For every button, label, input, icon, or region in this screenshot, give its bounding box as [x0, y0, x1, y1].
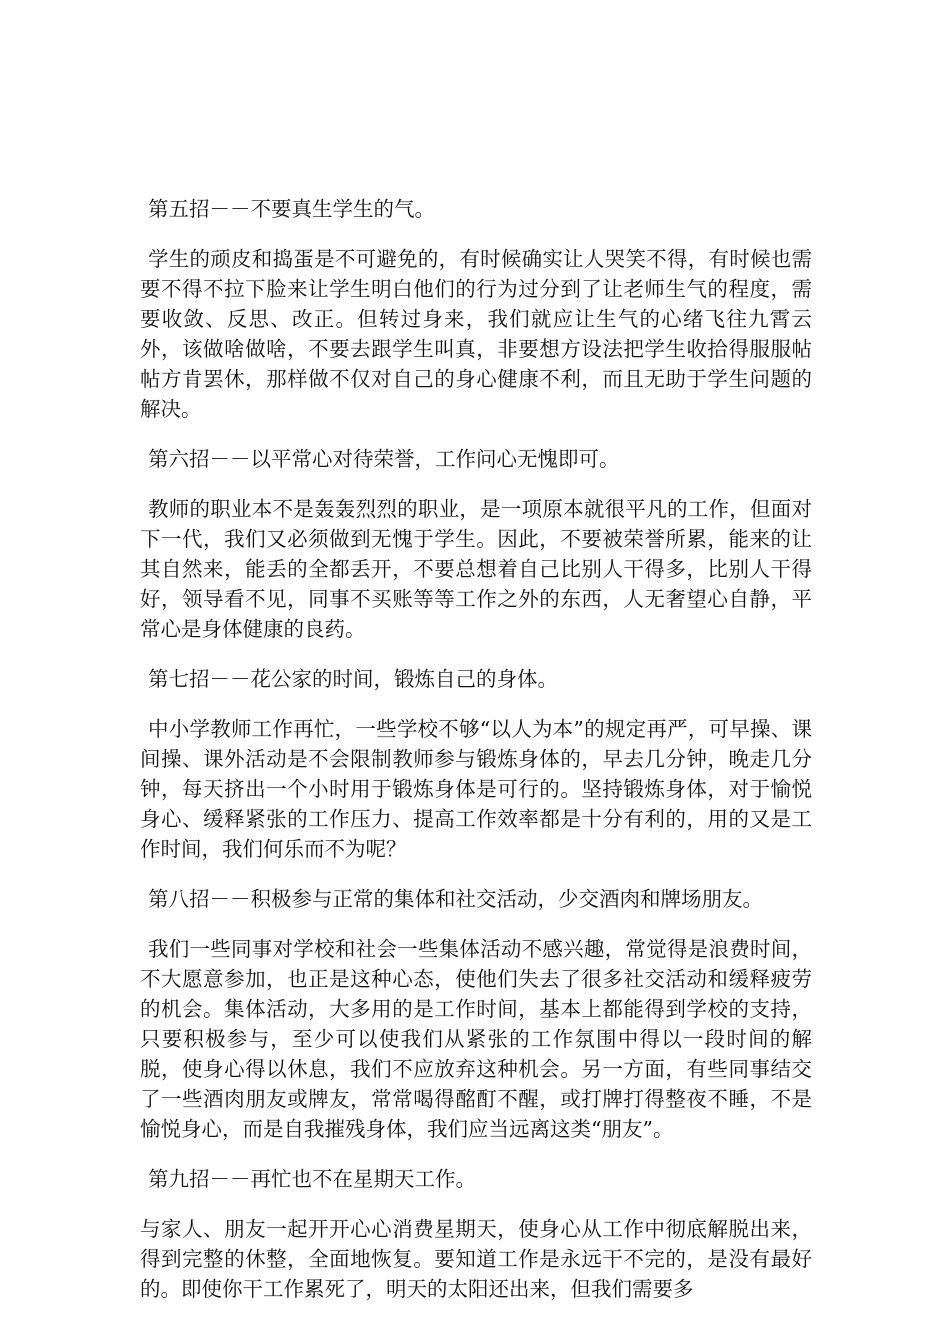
section-heading-6: 第六招－－以平常心对待荣誉，工作问心无愧即可。	[148, 447, 620, 471]
section-paragraph-8: 我们一些同事对学校和社会一些集体活动不感兴趣，常觉得是浪费时间，不大愿意参加，也正是这种心态，使他们失去了很多社交活动和缓释疲劳的机会。集体活动，大多用的是工作时间，基本上都能得到学校的支持，只要积极参与，至少可以使我们从紧张的工作氛围中得以一段时间的解脱，使身心得以休息，我们不应放弃这种机会。另一方面，有些同事结交了一些酒肉朋友或牌友，常常喝得酩酊不醒，或打牌打得整夜不睡，不是愉悦身心，而是自我摧残身体，我们应当远离这类“朋友”。	[140, 937, 812, 1141]
section-heading-8: 第八招－－积极参与正常的集体和社交活动，少交酒肉和牌场朋友。	[148, 887, 763, 911]
section-paragraph-7: 中小学教师工作再忙，一些学校不够“以人为本”的规定再严，可早操、课间操、课外活动是不会限制教师参与锻炼身体的，早去几分钟，晚走几分钟，每天挤出一个小时用于锻炼身体是可行的。坚持锻炼身体，对于愉悦身心、缓释紧张的工作压力、提高工作效率都是十分有利的，用的又是工作时间，我们何乐而不为呢？	[140, 717, 812, 861]
section-paragraph-5: 学生的顽皮和捣蛋是不可避免的，有时候确实让人哭笑不得，有时候也需要不得不拉下脸来让学生明白他们的行为过分到了让老师生气的程度，需要收敛、反思、改正。但转过身来，我们就应让生气的心绪飞往九霄云外，该做啥做啥，不要去跟学生叫真，非要想方设法把学生收拾得服服帖帖方肯罢休，那样做不仅对自己的身心健康不利，而且无助于学生问题的解决。	[140, 247, 812, 421]
document-body	[140, 194, 812, 1304]
section-heading-5: 第五招－－不要真生学生的气。	[148, 197, 435, 221]
section-heading-9: 第九招－－再忙也不在星期天工作。	[148, 1167, 476, 1191]
section-heading-7: 第七招－－花公家的时间，锻炼自己的身体。	[148, 667, 558, 691]
section-paragraph-6: 教师的职业本不是轰轰烈烈的职业，是一项原本就很平凡的工作，但面对下一代，我们又必须做到无愧于学生。因此，不要被荣誉所累，能来的让其自然来，能丢的全都丢开，不要总想着自己比别人干得多，比别人干得好，领导看不见，同事不买账等等工作之外的东西，人无奢望心自静，平常心是身体健康的良药。	[140, 497, 812, 641]
section-paragraph-9: 与家人、朋友一起开开心心消费星期天，使身心从工作中彻底解脱出来，得到完整的休整，全面地恢复。要知道工作是永远干不完的，是没有最好的。即使你干工作累死了，明天的太阳还出来，但我们需要多	[140, 1217, 812, 1301]
